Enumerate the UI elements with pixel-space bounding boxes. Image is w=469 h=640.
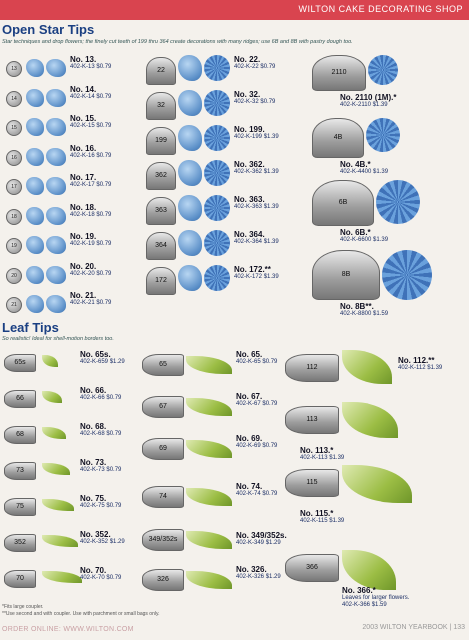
tip-photo: 112 [285, 354, 339, 382]
tip-name: No. 4B.* [340, 160, 371, 169]
frosting-sample [26, 266, 44, 284]
tip-code-price [340, 311, 388, 318]
tip-code: 402-K-75 [80, 503, 105, 509]
tip-code-price [80, 359, 125, 366]
open-star-subtitle: Star techniques and drop flowers; the finely cut teeth of 199 thru 364 create decorations with many ridges; use 6B and 8B with pastry dough too. [2, 39, 353, 45]
tip-code: 402-K-363 [234, 204, 263, 210]
tip-photo: 65 [142, 354, 184, 376]
tip-photo: 73 [4, 462, 36, 480]
tip-code: 402-K-364 [234, 239, 263, 245]
tip-code: 402-K-352 [80, 539, 109, 545]
tip-code-price [70, 241, 111, 248]
tip-photo: 19 [6, 238, 22, 254]
tip-code: 402-K-65 [236, 359, 261, 365]
footnote-2: **Use second and with coupler. Use with parchment or small bags only. [2, 611, 160, 617]
tip-label [80, 566, 121, 582]
frosting-sample [46, 89, 66, 107]
tip-code: 402-K-69 [236, 443, 261, 449]
flower-sample [382, 250, 432, 300]
tip-code-price [80, 431, 121, 438]
tip-photo: 74 [142, 486, 184, 508]
tip-photo: 326 [142, 569, 184, 591]
tip-code: 402-K-15 [70, 123, 95, 129]
frosting-sample [178, 55, 202, 81]
frosting-sample [46, 236, 66, 254]
tip-name: No. 199. [234, 125, 265, 134]
leaf-sample [342, 465, 412, 503]
leaf-sample [342, 550, 396, 590]
tip-code-price [70, 64, 111, 71]
tip-price: $0.79 [104, 503, 122, 509]
tip-code: 402-K-4400 [340, 169, 372, 175]
tip-price: $1.39 [371, 169, 389, 175]
tip-code-price [234, 204, 279, 211]
tip-name: No. 19. [70, 232, 97, 241]
frosting-sample [178, 160, 202, 186]
tip-code-price [234, 134, 279, 141]
tip-code: 402-K-66 [80, 395, 105, 401]
tip-name: No. 68. [80, 422, 107, 431]
frosting-sample [46, 118, 66, 136]
tip-label [236, 392, 277, 408]
tip-name: No. 366.* [342, 586, 376, 595]
tip-code-price [70, 212, 111, 219]
tip-photo: 2110 [312, 55, 366, 91]
tip-price: $1.39 [262, 274, 279, 280]
tip-name: No. 75. [80, 494, 107, 503]
flower-sample [204, 125, 230, 151]
tip-code: 402-K-349 [236, 540, 265, 546]
tip-code: 402-K-73 [80, 467, 105, 473]
tip-price: $1.39 [371, 237, 389, 243]
tip-price: $0.79 [94, 300, 112, 306]
tip-code: 402-K-13 [70, 64, 95, 70]
tip-name: No. 70. [80, 566, 107, 575]
tip-code-price [236, 359, 277, 366]
frosting-sample [178, 90, 202, 116]
tip-label [70, 262, 111, 278]
tip-name: No. 73. [80, 458, 107, 467]
leaf-sample [42, 499, 74, 511]
flower-sample [366, 118, 400, 152]
tip-label [300, 446, 344, 462]
tip-photo: 363 [146, 197, 176, 225]
header-bar [0, 0, 469, 20]
tip-code-price [236, 401, 277, 408]
tip-name: No. 362. [234, 160, 265, 169]
tip-price: $0.79 [94, 64, 112, 70]
leaf-sample [186, 398, 232, 416]
leaf-sample [186, 531, 232, 549]
flower-sample [204, 160, 230, 186]
tip-photo: 113 [285, 406, 339, 434]
tip-label [234, 90, 275, 106]
tip-photo: 17 [6, 179, 22, 195]
tip-name: No. 172.** [234, 265, 271, 274]
tip-photo: 21 [6, 297, 22, 313]
frosting-sample [46, 148, 66, 166]
flower-sample [204, 55, 230, 81]
flower-sample [204, 265, 230, 291]
tip-code: 402-K-16 [70, 152, 95, 159]
tip-price: $0.79 [94, 93, 112, 100]
leaf-sample [42, 391, 62, 403]
tip-price: $1.59 [370, 602, 387, 608]
leaf-sample [186, 356, 232, 374]
tip-price: $0.79 [260, 401, 278, 407]
leaf-sample [342, 350, 392, 384]
tip-label [340, 160, 388, 176]
tip-code: 402-K-70 [80, 575, 105, 581]
tip-price: $1.39 [262, 204, 279, 210]
tip-label [234, 230, 279, 246]
tip-name: No. 32. [234, 90, 261, 99]
tip-code-price [340, 102, 396, 109]
tip-code-price [236, 491, 277, 498]
tip-code-price [234, 99, 275, 106]
shop-title: WILTON CAKE DECORATING SHOP [298, 4, 463, 14]
frosting-sample [178, 195, 202, 221]
tip-price: $0.79 [260, 443, 278, 449]
tip-code-price [70, 300, 111, 307]
leaf-sample [42, 427, 66, 439]
frosting-sample [26, 118, 44, 136]
tip-price: $0.79 [258, 99, 276, 105]
tip-name: No. 21. [70, 291, 97, 300]
tip-photo: 75 [4, 498, 36, 516]
frosting-sample [26, 148, 44, 166]
tip-label [236, 565, 281, 581]
tip-photo: 66 [4, 390, 36, 408]
tip-code-price [70, 153, 111, 160]
tip-name: No. 16. [70, 143, 97, 153]
tip-name: No. 364. [234, 230, 265, 239]
tip-price: $1.39 [262, 169, 279, 175]
tip-label [236, 482, 277, 498]
tip-name: No. 6B.* [340, 228, 371, 237]
tip-code: 402-K-32 [234, 99, 259, 105]
tip-name: No. 22. [234, 55, 261, 64]
tip-code-price [80, 467, 121, 474]
tip-code-price [80, 503, 121, 510]
tip-label [234, 160, 279, 176]
tip-photo: 172 [146, 267, 176, 295]
tip-label [300, 509, 344, 525]
tip-price: $0.79 [94, 152, 112, 159]
tip-price: $0.79 [104, 575, 122, 581]
tip-photo: 349/352s [142, 529, 184, 551]
tip-photo: 6B [312, 180, 374, 226]
tip-name: No. 112.** [398, 356, 435, 365]
tip-label [340, 302, 388, 318]
tip-photo: 20 [6, 268, 22, 284]
flower-sample [204, 90, 230, 116]
tip-label [80, 350, 125, 366]
tip-code-price [300, 518, 344, 525]
tip-label [70, 144, 111, 160]
tip-price: $1.59 [371, 311, 389, 317]
tip-code-price [236, 540, 287, 547]
tip-price: $0.79 [260, 491, 278, 497]
tip-label [340, 93, 396, 109]
tip-photo: 67 [142, 396, 184, 418]
tip-code-price [70, 182, 111, 189]
tip-photo: 14 [6, 91, 22, 107]
tip-photo: 68 [4, 426, 36, 444]
tip-description: Leaves for larger flowers. [342, 595, 410, 601]
tip-photo: 22 [146, 57, 176, 85]
tip-name: No. 14. [70, 84, 97, 94]
tip-code-price [80, 539, 125, 546]
tip-code: 402-K-18 [70, 211, 95, 218]
tip-price: $0.79 [258, 64, 276, 70]
tip-label [80, 494, 121, 510]
tip-label [234, 55, 275, 71]
tip-code-price [70, 271, 111, 278]
frosting-sample [178, 265, 202, 291]
tip-label [70, 232, 111, 248]
tip-label [398, 356, 442, 372]
tip-label [80, 458, 121, 474]
tip-code: 402-K-362 [234, 169, 263, 175]
leaf-title: Leaf Tips [2, 320, 59, 335]
tip-code: 402-K-659 [80, 359, 109, 365]
frosting-sample [178, 125, 202, 151]
leaf-subtitle: So realistic! Ideal for shell-motion borders too. [2, 336, 114, 342]
tip-label [340, 228, 388, 244]
leaf-sample [186, 488, 232, 506]
leaf-sample [186, 440, 232, 458]
tip-price: $1.39 [262, 134, 279, 140]
leaf-sample [186, 571, 232, 589]
tip-label [236, 350, 277, 366]
tip-code: 402-K-172 [234, 274, 263, 280]
order-online-link[interactable]: ORDER ONLINE: WWW.WILTON.COM [2, 626, 134, 633]
tip-photo: 199 [146, 127, 176, 155]
tip-price: $1.29 [264, 540, 281, 546]
tip-name: No. 352. [80, 530, 111, 539]
tip-label [70, 85, 111, 101]
tip-name: No. 74. [236, 482, 263, 491]
tip-price: $0.79 [94, 241, 112, 247]
tip-code: 402-K-74 [236, 491, 261, 497]
tip-code-price [340, 169, 388, 176]
frosting-sample [46, 177, 66, 195]
tip-code-price [398, 365, 442, 372]
tip-photo: 8B [312, 250, 380, 300]
tip-code-price [70, 123, 111, 130]
tip-label [70, 55, 111, 71]
tip-photo: 115 [285, 469, 339, 497]
flower-sample [368, 55, 398, 85]
tip-name: No. 18. [70, 202, 97, 212]
leaf-sample [42, 535, 78, 547]
open-star-title: Open Star Tips [2, 22, 95, 37]
frosting-sample [46, 59, 66, 77]
frosting-sample [26, 236, 44, 254]
tip-photo: 70 [4, 570, 36, 588]
tip-name: No. 13. [70, 55, 97, 64]
tip-code-price [234, 239, 279, 246]
tip-label [70, 203, 111, 219]
tip-name: No. 8B**. [340, 302, 374, 311]
tip-name: No. 65s. [80, 350, 111, 359]
tip-code-price [300, 455, 344, 462]
tip-code: 402-K-21 [70, 300, 95, 306]
tip-name: No. 17. [70, 173, 97, 182]
flower-sample [204, 195, 230, 221]
tip-code: 402-K-8800 [340, 311, 372, 317]
tip-price: $0.79 [94, 123, 112, 129]
tip-price: $0.79 [94, 270, 112, 277]
tip-photo: 32 [146, 92, 176, 120]
flower-sample [376, 180, 420, 224]
tip-name: No. 2110 (1M).* [340, 93, 397, 102]
tip-label [70, 173, 111, 189]
tip-code: 402-K-6600 [340, 237, 372, 243]
tip-photo: 15 [6, 120, 22, 136]
tip-code: 402-K-17 [70, 182, 95, 188]
tip-label [70, 114, 111, 130]
frosting-sample [46, 295, 66, 313]
tip-label [70, 291, 111, 307]
tip-label [234, 265, 279, 281]
tip-name: No. 65. [236, 350, 263, 359]
tip-label [342, 586, 409, 609]
tip-price: $0.79 [94, 182, 112, 188]
tip-price: $0.79 [104, 395, 122, 401]
tip-code: 402-K-67 [236, 401, 261, 407]
frosting-sample [26, 59, 44, 77]
tip-name: No. 66. [80, 386, 107, 395]
tip-label [234, 195, 279, 211]
tip-label [236, 434, 277, 450]
tip-price: $1.39 [327, 518, 345, 524]
tip-photo: 366 [285, 554, 339, 582]
tip-name: No. 67. [236, 392, 263, 401]
tip-code-price [70, 94, 111, 101]
leaf-sample [42, 355, 58, 367]
flower-sample [204, 230, 230, 256]
tip-name: No. 363. [234, 195, 265, 204]
tip-code: 402-K-2110 [340, 102, 371, 108]
tip-code-price [234, 169, 279, 176]
tip-label [80, 386, 121, 402]
tip-label [80, 422, 121, 438]
tip-price: $1.39 [262, 239, 279, 245]
tip-code: 402-K-19 [70, 241, 95, 247]
tip-code-price [80, 395, 121, 402]
tip-price: $1.29 [108, 539, 125, 545]
tip-code-price [340, 237, 388, 244]
tip-price: $1.29 [108, 359, 125, 365]
tip-photo: 13 [6, 61, 22, 77]
frosting-sample [46, 207, 66, 225]
frosting-sample [178, 230, 202, 256]
tip-code-price [234, 64, 275, 71]
tip-price: $0.79 [104, 431, 122, 437]
footnote-1: *Fits large coupler. [2, 604, 44, 610]
tip-name: No. 15. [70, 114, 97, 123]
tip-price: $0.79 [260, 359, 278, 365]
frosting-sample [26, 177, 44, 195]
tip-code-price [236, 443, 277, 450]
tip-photo: 69 [142, 438, 184, 460]
tip-code: 402-K-115 [300, 518, 328, 524]
tip-price: $0.79 [94, 211, 112, 218]
tip-name: No. 69. [236, 434, 263, 443]
tip-code: 402-K-199 [234, 134, 263, 140]
tip-code-price [342, 602, 409, 609]
frosting-sample [26, 207, 44, 225]
tip-code: 402-K-113 [300, 455, 328, 461]
frosting-sample [46, 266, 66, 284]
tip-label [80, 530, 125, 546]
tip-name: No. 326. [236, 565, 267, 574]
tip-price: $1.39 [425, 365, 443, 371]
tip-code-price [234, 274, 279, 281]
tip-photo: 364 [146, 232, 176, 260]
yearbook-page-number: 2003 WILTON YEARBOOK | 133 [362, 624, 465, 631]
tip-photo: 18 [6, 209, 22, 225]
tip-photo: 4B [312, 118, 364, 158]
tip-label [234, 125, 279, 141]
leaf-sample [342, 402, 398, 438]
frosting-sample [26, 295, 44, 313]
tip-code: 402-K-20 [70, 270, 95, 277]
tip-photo: 352 [4, 534, 36, 552]
tip-code: 402-K-68 [80, 431, 105, 437]
tip-code: 402-K-14 [70, 93, 95, 100]
tip-price: $0.79 [104, 467, 122, 473]
tip-code: 402-K-326 [236, 574, 265, 580]
tip-photo: 65s [4, 354, 36, 372]
tip-price: $1.29 [264, 574, 281, 580]
tip-name: No. 349/352s. [236, 531, 287, 540]
tip-code: 402-K-22 [234, 64, 259, 70]
tip-code: 402-K-366 [342, 602, 371, 608]
tip-photo: 362 [146, 162, 176, 190]
tip-code-price [236, 574, 281, 581]
tip-name: No. 113.* [300, 446, 334, 455]
tip-code-price [80, 575, 121, 582]
frosting-sample [26, 89, 44, 107]
tip-name: No. 20. [70, 261, 97, 271]
leaf-sample [42, 571, 82, 583]
tip-price: $1.39 [327, 455, 345, 461]
tip-name: No. 115.* [300, 509, 334, 518]
tip-photo: 16 [6, 150, 22, 166]
tip-price: $1.39 [370, 102, 388, 108]
tip-label [236, 531, 287, 547]
leaf-sample [42, 463, 70, 475]
tip-code: 402-K-112 [398, 365, 426, 371]
